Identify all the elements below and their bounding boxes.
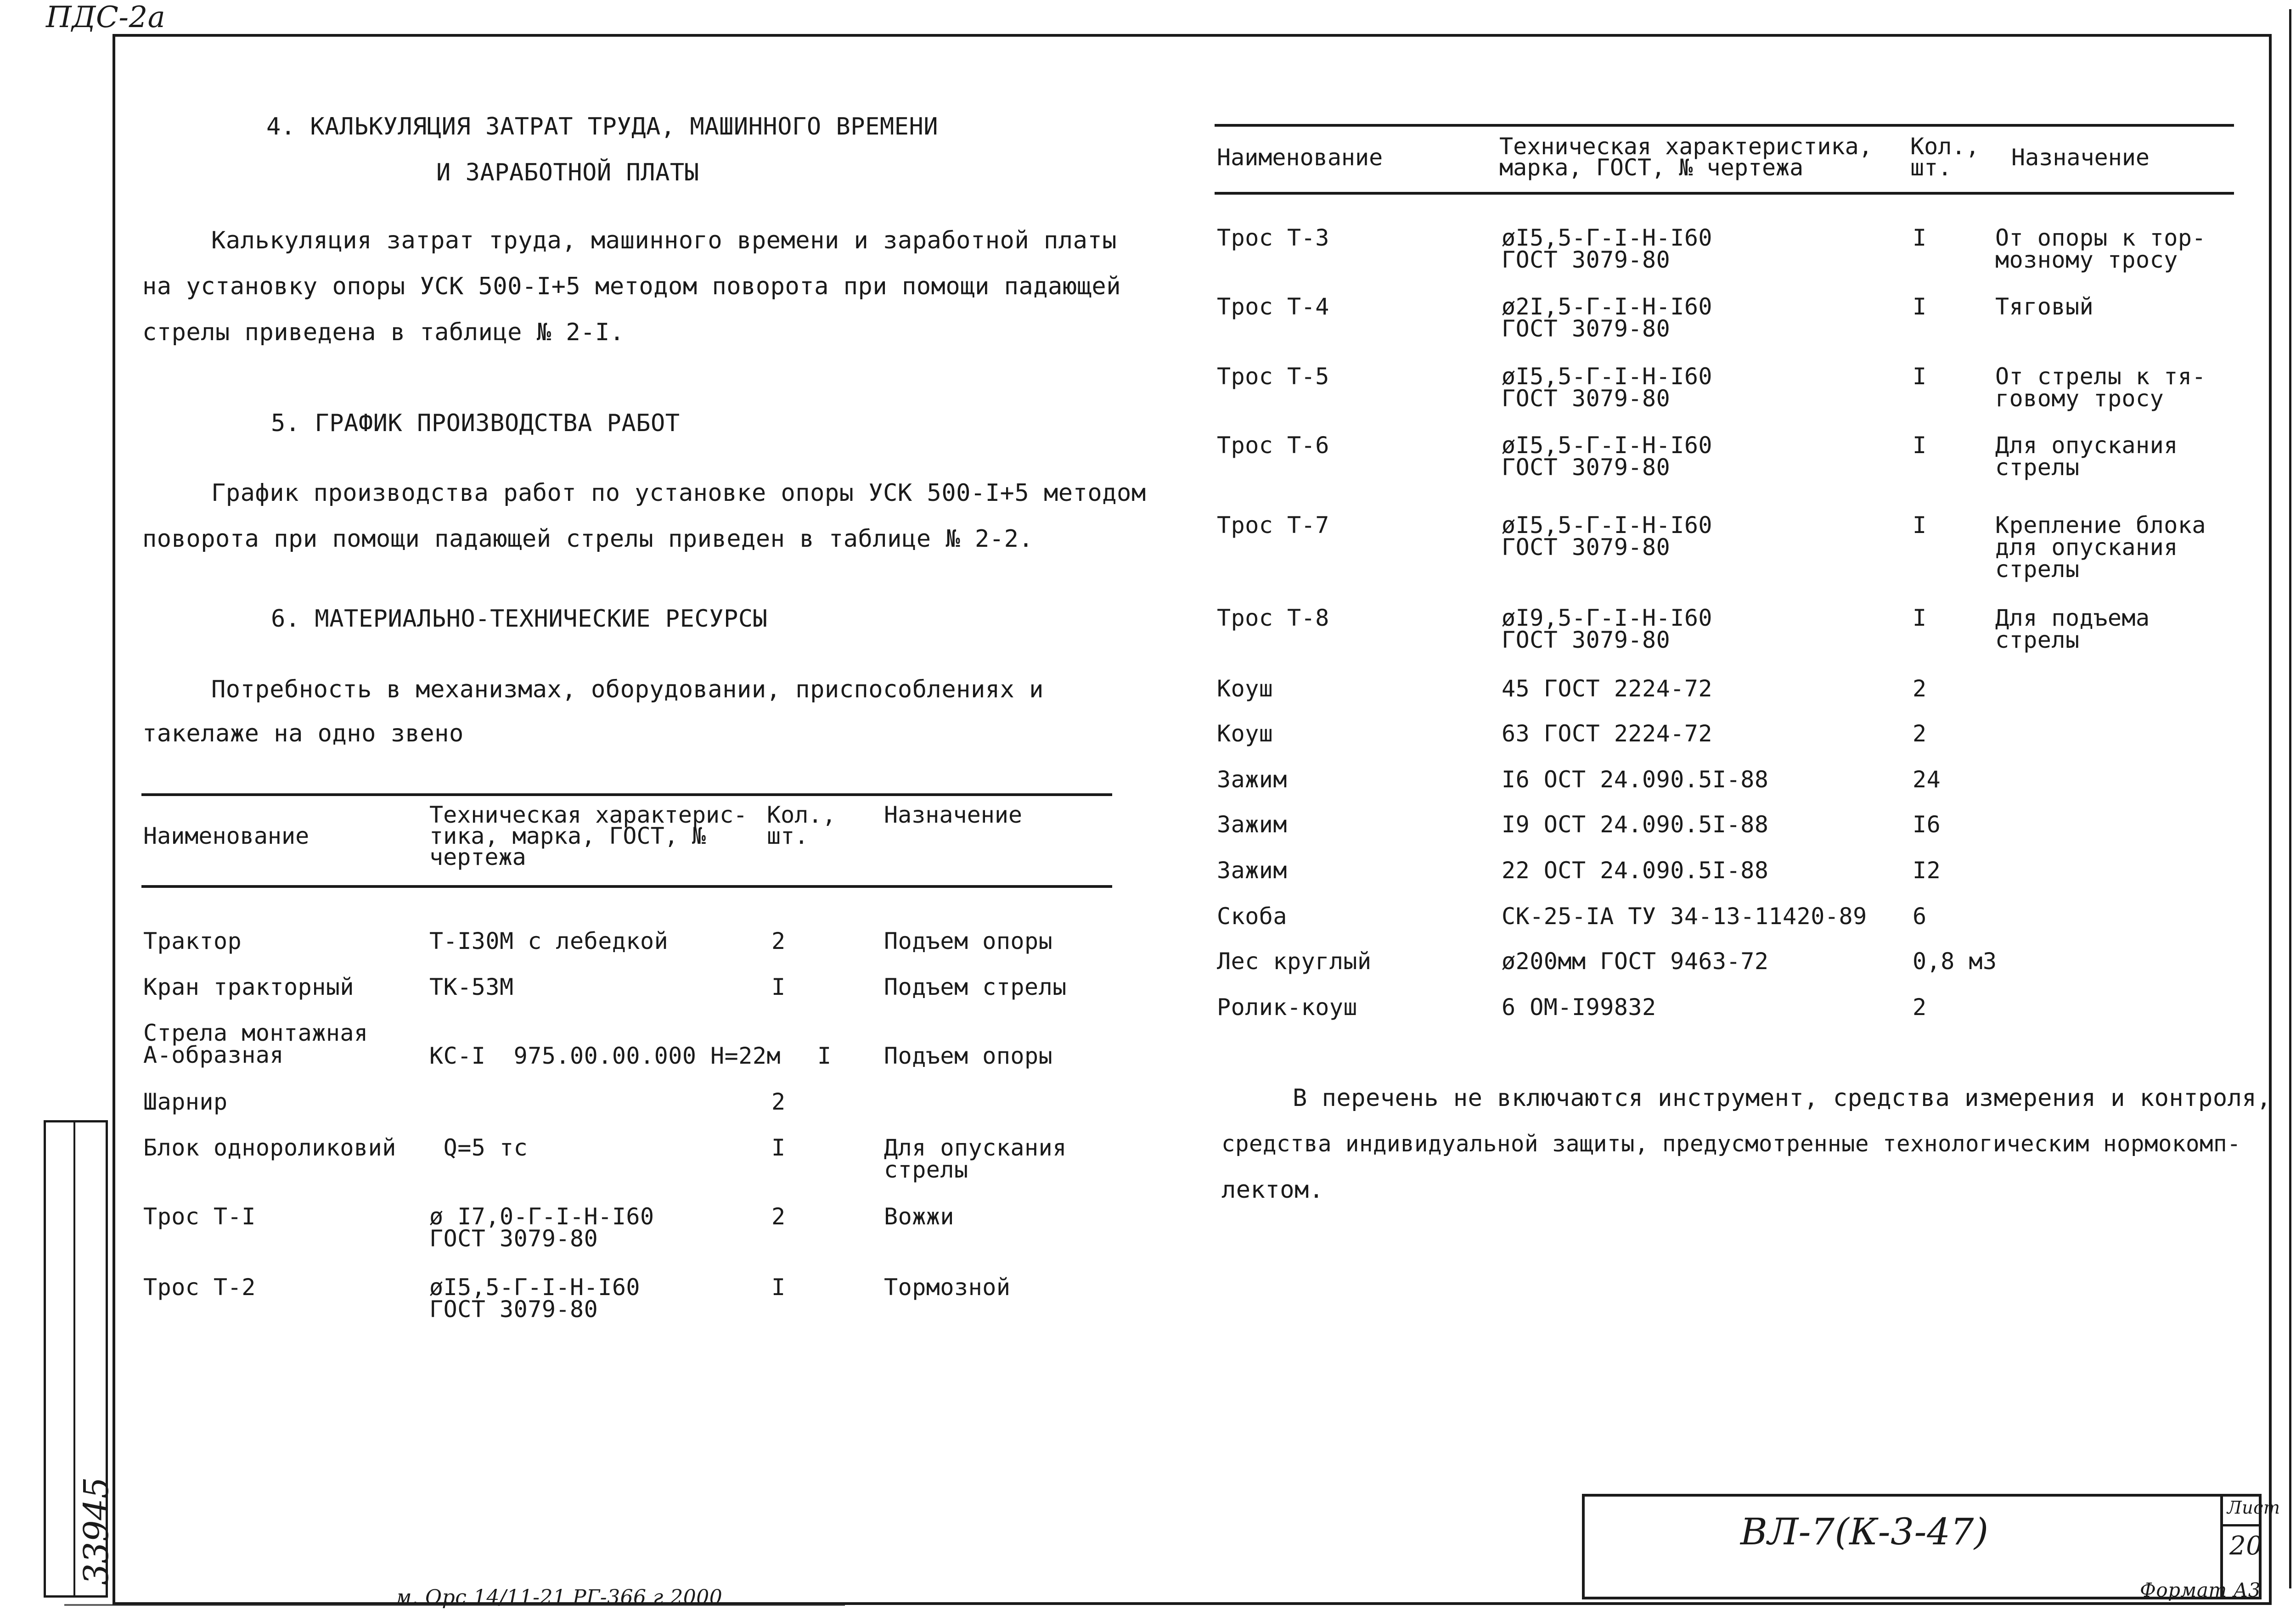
note-line-1: В перечень не включаются инструмент, средства измерения и контроля,	[1293, 1084, 2272, 1112]
table1-header-purpose: Назначение	[884, 802, 1023, 828]
table2-header-rule	[1215, 192, 2234, 195]
table2-row-14-qty: 2	[1913, 994, 1927, 1021]
table1-row-4-name: Шарнир	[143, 1088, 228, 1115]
section-6-title: 6. МАТЕРИАЛЬНО-ТЕХНИЧЕСКИЕ РЕСУРСЫ	[271, 605, 768, 633]
table1-row-2-spec: ТК-53М	[429, 974, 514, 1000]
table2-row-10-spec: I9 ОСТ 24.090.5I-88	[1502, 811, 1769, 838]
table1-row-7-spec: øI5,5-Г-I-Н-I60 ГОСТ 3079-80	[429, 1274, 641, 1323]
table1-row-3-name: Стрела монтажная А-образная	[143, 1020, 368, 1068]
table1-row-1-qty: 2	[771, 928, 786, 954]
side-strip-divider	[73, 1120, 75, 1598]
table2-row-14-name: Ролик-коуш	[1217, 994, 1358, 1021]
section-6-text-line-2: такелаже на одно звено	[142, 720, 464, 747]
note-line-3: лектом.	[1221, 1176, 1324, 1204]
section-5-text-line-1: График производства работ по установке опоры УСК 500-I+5 методом	[211, 479, 1146, 507]
table2-row-1-purpose: От опоры к тор- мозному тросу	[1995, 224, 2206, 273]
table2-row-4-purpose: Для опускания стрелы	[1995, 432, 2178, 481]
bottom-note: м. Орс 14/11-21 РГ-366 г 2000	[395, 1586, 723, 1609]
table2-row-7-spec: 45 ГОСТ 2224-72	[1502, 675, 1713, 702]
stamp-sheet-rule	[2220, 1524, 2262, 1526]
table2-row-8-spec: 63 ГОСТ 2224-72	[1502, 720, 1713, 747]
table2-row-12-spec: СК-25-IА ТУ 34-13-11420-89	[1502, 903, 1867, 930]
table1-row-5-name: Блок однороликовий	[143, 1134, 396, 1161]
table2-row-13-name: Лес круглый	[1217, 948, 1372, 975]
section-5-text-line-2: поворота при помощи падающей стрелы приведен в таблице № 2-2.	[142, 525, 1034, 553]
table2-row-11-spec: 22 ОСТ 24.090.5I-88	[1502, 857, 1769, 884]
table1-row-5-purpose: Для опускания стрелы	[884, 1134, 1067, 1183]
table2-header-qty: Кол., шт.	[1910, 133, 1980, 181]
table2-row-1-name: Трос Т-3	[1217, 224, 1329, 251]
table2-row-14-spec: 6 ОМ-I99832	[1502, 994, 1656, 1021]
table1-header-spec: Техническая характерис- тика, марка, ГОСТ, № чертежа	[429, 802, 748, 870]
table1-row-1-name: Трактор	[143, 928, 242, 954]
table1-row-6-spec: ø I7,0-Г-I-Н-I60 ГОСТ 3079-80	[429, 1203, 654, 1252]
table2-row-7-qty: 2	[1913, 675, 1927, 702]
table2-row-1-spec: øI5,5-Г-I-Н-I60 ГОСТ 3079-80	[1502, 224, 1713, 273]
side-strip-inv-number: 33945	[77, 1477, 116, 1585]
table2-row-13-qty: 0,8 м3	[1913, 948, 1997, 975]
table1-row-6-qty: 2	[771, 1203, 786, 1230]
table2-row-9-name: Зажим	[1217, 766, 1288, 793]
table2-header-purpose: Назначение	[2011, 144, 2150, 171]
table2-row-10-qty: I6	[1913, 811, 1941, 838]
table1-row-4-qty: 2	[771, 1088, 786, 1115]
table2-header-name: Наименование	[1217, 144, 1383, 171]
table2-row-11-name: Зажим	[1217, 857, 1288, 884]
note-line-2: средства индивидуальной защиты, предусмотренные технологическим нормокомп-	[1221, 1131, 2241, 1157]
table2-row-8-qty: 2	[1913, 720, 1927, 747]
table2-row-1-qty: I	[1913, 224, 1927, 251]
table2-row-4-name: Трос Т-6	[1217, 432, 1329, 459]
table2-row-6-purpose: Для подъема стрелы	[1995, 605, 2150, 653]
table1-row-1-spec: Т-I30М с лебедкой	[429, 928, 669, 954]
table1-row-6-name: Трос Т-I	[143, 1203, 256, 1230]
table2-row-3-purpose: От стрелы к тя- говому тросу	[1995, 363, 2206, 412]
table1-row-5-spec: Q=5 тс	[429, 1134, 528, 1161]
table1-row-5-qty: I	[771, 1134, 786, 1161]
outer-edge-line	[2289, 9, 2291, 1588]
table2-row-5-qty: I	[1913, 512, 1927, 539]
table2-row-12-name: Скоба	[1217, 903, 1288, 930]
table2-row-6-qty: I	[1913, 605, 1927, 631]
table2-row-2-name: Трос Т-4	[1217, 293, 1329, 320]
corner-code: ПДС-2а	[46, 0, 166, 34]
table2-row-3-name: Трос Т-5	[1217, 363, 1329, 390]
table2-row-2-qty: I	[1913, 293, 1927, 320]
table1-row-1-purpose: Подъем опоры	[884, 928, 1053, 954]
table2-row-6-name: Трос Т-8	[1217, 605, 1329, 631]
section-6-text-line-1: Потребность в механизмах, оборудовании, приспособлениях и	[211, 676, 1044, 703]
table2-row-4-qty: I	[1913, 432, 1927, 459]
table2-header-spec: Техническая характеристика, марка, ГОСТ, № чертежа	[1499, 133, 1873, 181]
table1-row-6-purpose: Вожжи	[884, 1203, 955, 1230]
table1-row-7-qty: I	[771, 1274, 786, 1301]
table2-top-rule	[1215, 124, 2234, 127]
table2-row-8-name: Коуш	[1217, 720, 1273, 747]
format-label: Формат А3	[2140, 1579, 2261, 1601]
section-5-title: 5. ГРАФИК ПРОИЗВОДСТВА РАБОТ	[271, 410, 680, 437]
table1-header-rule	[141, 885, 1112, 888]
table1-row-2-purpose: Подъем стрелы	[884, 974, 1067, 1000]
table2-row-5-name: Трос Т-7	[1217, 512, 1329, 539]
section-4-title-line-1: 4. КАЛЬКУЛЯЦИЯ ЗАТРАТ ТРУДА, МАШИННОГО ВРЕМЕНИ	[266, 113, 939, 140]
table1-row-7-name: Трос Т-2	[143, 1274, 256, 1301]
table2-row-6-spec: øI9,5-Г-I-Н-I60 ГОСТ 3079-80	[1502, 605, 1713, 653]
table2-row-12-qty: 6	[1913, 903, 1927, 930]
table1-row-2-qty: I	[771, 974, 786, 1000]
table2-row-5-spec: øI5,5-Г-I-Н-I60 ГОСТ 3079-80	[1502, 512, 1713, 561]
section-4-text-line-3: стрелы приведена в таблице № 2-I.	[142, 319, 625, 346]
table2-row-7-name: Коуш	[1217, 675, 1273, 702]
stamp-sheet-label: Лист	[2227, 1498, 2280, 1518]
table1-header-qty: Кол., шт.	[767, 802, 836, 849]
table2-row-11-qty: I2	[1913, 857, 1941, 884]
table1-row-3-purpose: Подъем опоры	[884, 1043, 1053, 1069]
table2-row-2-purpose: Тяговый	[1995, 293, 2094, 320]
table1-row-3-qty: I	[817, 1043, 832, 1069]
table2-row-5-purpose: Крепление блока для опускания стрелы	[1995, 512, 2206, 583]
section-4-text-line-2: на установку опоры УСК 500-I+5 методом поворота при помощи падающей	[142, 273, 1121, 300]
table1-row-2-name: Кран тракторный	[143, 974, 355, 1000]
table2-row-3-spec: øI5,5-Г-I-Н-I60 ГОСТ 3079-80	[1502, 363, 1713, 412]
table2-row-13-spec: ø200мм ГОСТ 9463-72	[1502, 948, 1769, 975]
table1-top-rule	[141, 793, 1112, 796]
table1-row-3-spec: КС-I 975.00.00.000 Н=22м	[429, 1043, 781, 1069]
stamp-sheet-number: 20	[2229, 1531, 2263, 1561]
section-4-title-line-2: И ЗАРАБОТНОЙ ПЛАТЫ	[436, 159, 699, 186]
stamp-doc-code: ВЛ-7(К-3-47)	[1740, 1510, 1989, 1553]
table2-row-9-qty: 24	[1913, 766, 1941, 793]
section-4-text-line-1: Калькуляция затрат труда, машинного времени и заработной платы	[211, 227, 1117, 254]
table2-row-2-spec: ø2I,5-Г-I-Н-I60 ГОСТ 3079-80	[1502, 293, 1713, 342]
table2-row-10-name: Зажим	[1217, 811, 1288, 838]
table2-row-3-qty: I	[1913, 363, 1927, 390]
table2-row-4-spec: øI5,5-Г-I-Н-I60 ГОСТ 3079-80	[1502, 432, 1713, 481]
table1-row-7-purpose: Тормозной	[884, 1274, 1011, 1301]
table2-row-9-spec: I6 ОСТ 24.090.5I-88	[1502, 766, 1769, 793]
table1-header-name: Наименование	[143, 823, 310, 849]
